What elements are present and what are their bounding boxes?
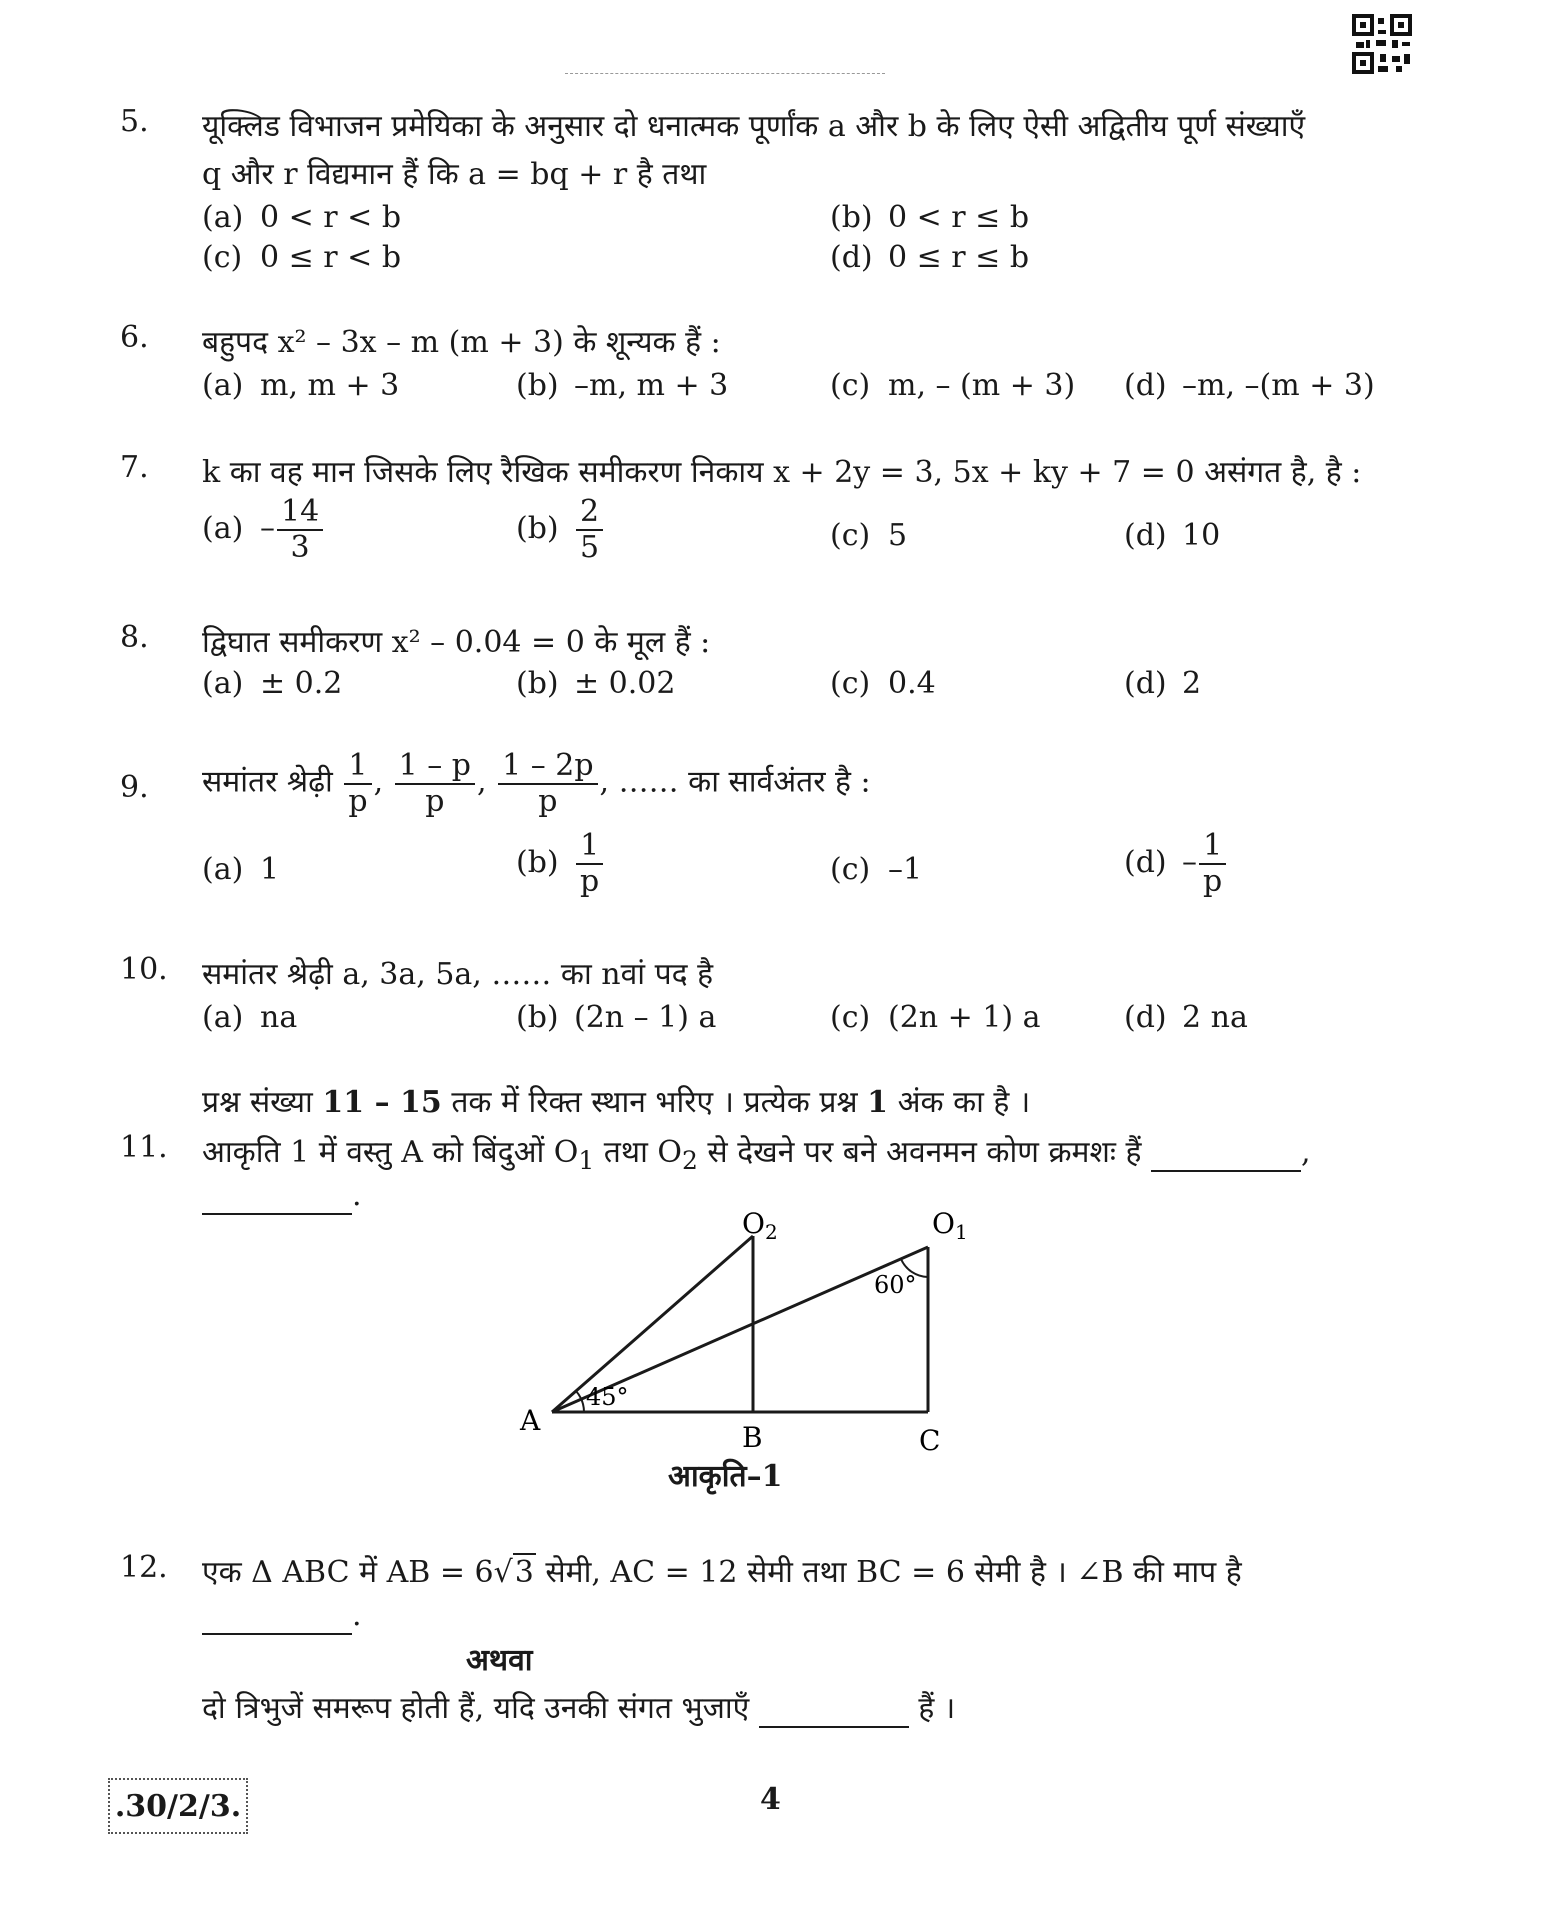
q12-blank[interactable]	[202, 1598, 352, 1635]
sqrt-symbol: √3	[493, 1555, 534, 1590]
q7-option-b: (b) $\frac{2}{5}$	[516, 496, 605, 563]
q10-option-d: (d) 2 na	[1124, 1000, 1248, 1035]
q12-alternative: दो त्रिभुजें समरूप होती हैं, यदि उनकी संगत भुजाएँ हैं ।	[202, 1691, 956, 1726]
header-dashed-line	[565, 73, 885, 74]
qr-code	[1352, 14, 1412, 74]
label-b: B	[742, 1421, 763, 1454]
q6-option-d: (d) –m, –(m + 3)	[1124, 368, 1375, 403]
q11-text: आकृति 1 में वस्तु A को बिंदुओं $O_1$ तथा $O_2$ से देखने पर बने अवनमन कोण क्रमशः हैं ,	[202, 1135, 1311, 1175]
figure-1	[510, 1205, 980, 1465]
figure-1-caption: आकृति–1	[668, 1459, 783, 1494]
q12-line2: .	[202, 1598, 362, 1635]
q8-number: 8.	[120, 620, 149, 655]
q5-number: 5.	[120, 104, 149, 139]
q7-option-b-fraction: $\frac{2}{5}$	[576, 496, 603, 563]
q5-option-b: (b) 0 < r ≤ b	[830, 200, 1030, 235]
q8-text: द्विघात समीकरण x² – 0.04 = 0 के मूल हैं :	[202, 625, 711, 660]
q9-term-3: $\frac{1 - 2p}{p}$	[498, 750, 597, 817]
q7-option-c: (c) 5	[830, 518, 908, 553]
q5-option-a: (a) 0 < r < b	[202, 200, 402, 235]
q10-number: 10.	[120, 952, 168, 987]
q9-option-d: (d) – $\frac{1}{p}$	[1124, 830, 1228, 897]
or-label: अथवा	[466, 1643, 533, 1678]
q11-line2: .	[202, 1178, 362, 1215]
label-angle-a: 45°	[586, 1383, 629, 1411]
q7-option-a: (a) – $\frac{14}{3}$	[202, 496, 325, 563]
q5-text-line2: q और r विद्यमान हैं कि a = bq + r है तथा	[202, 157, 707, 192]
q10-option-a: (a) na	[202, 1000, 298, 1035]
q5-text-line1: यूक्लिड विभाजन प्रमेयिका के अनुसार दो धनात्मक पूर्णांक a और b के लिए ऐसी अद्वितीय पूर्ण संख्याएँ	[202, 109, 1306, 144]
q6-option-c: (c) m, – (m + 3)	[830, 368, 1076, 403]
q5-option-c: (c) 0 ≤ r < b	[202, 240, 402, 275]
q6-number: 6.	[120, 320, 149, 355]
q9-option-b: (b) $\frac{1}{p}$	[516, 830, 605, 897]
q6-option-a: (a) m, m + 3	[202, 368, 400, 403]
q8-option-c: (c) 0.4	[830, 666, 936, 701]
q11-blank-2[interactable]	[202, 1178, 352, 1215]
q9-term-1: $\frac{1}{p}$	[344, 750, 371, 817]
q7-number: 7.	[120, 450, 149, 485]
q9-number: 9.	[120, 770, 149, 805]
q6-option-b: (b) –m, m + 3	[516, 368, 729, 403]
q10-option-c: (c) (2n + 1) a	[830, 1000, 1041, 1035]
q9-text: समांतर श्रेढ़ी $\frac{1}{p}$ , $\frac{1 - p}{p}$ , $\frac{1 - 2p}{p}$ , …… का सार्वअंतर है :	[202, 748, 871, 819]
q9-option-a: (a) 1	[202, 852, 280, 887]
line-ao2	[552, 1236, 753, 1412]
label-angle-o1: 60°	[874, 1271, 917, 1299]
q12-number: 12.	[120, 1550, 168, 1585]
q10-text: समांतर श्रेढ़ी a, 3a, 5a, …… का nवां पद है	[202, 957, 714, 992]
q9-option-d-fraction: $\frac{1}{p}$	[1199, 830, 1226, 897]
q8-option-d: (d) 2	[1124, 666, 1202, 701]
q12-text: एक Δ ABC में AB = 6√3 सेमी, AC = 12 सेमी तथा BC = 6 सेमी है । ∠B की माप है	[202, 1555, 1242, 1590]
section-instruction: प्रश्न संख्या 11 – 15 तक में रिक्त स्थान भरिए । प्रत्येक प्रश्न 1 अंक का है ।	[202, 1085, 1031, 1120]
q11-number: 11.	[120, 1130, 168, 1165]
q7-option-d: (d) 10	[1124, 518, 1221, 553]
q7-option-a-fraction: $\frac{14}{3}$	[277, 496, 323, 563]
q10-option-b: (b) (2n – 1) a	[516, 1000, 717, 1035]
q5-option-d: (d) 0 ≤ r ≤ b	[830, 240, 1030, 275]
label-a: A	[520, 1404, 541, 1437]
q7-text: k का वह मान जिसके लिए रैखिक समीकरण निकाय x + 2y = 3, 5x + ky + 7 = 0 असंगत है, है :	[202, 455, 1362, 490]
q11-blank-1[interactable]	[1151, 1135, 1301, 1172]
q9-term-2: $\frac{1 - p}{p}$	[395, 750, 475, 817]
paper-code: .30/2/3.	[108, 1778, 248, 1834]
q9-option-b-fraction: $\frac{1}{p}$	[576, 830, 603, 897]
page-number: 4	[760, 1782, 781, 1817]
q8-option-b: (b) ± 0.02	[516, 666, 676, 701]
label-o1: $O_1$	[932, 1207, 968, 1244]
label-c: C	[919, 1424, 941, 1457]
q9-option-c: (c) –1	[830, 852, 923, 887]
q12-alt-blank[interactable]	[759, 1691, 909, 1728]
q6-text: बहुपद x² – 3x – m (m + 3) के शून्यक हैं :	[202, 325, 721, 360]
q8-option-a: (a) ± 0.2	[202, 666, 343, 701]
label-o2: $O_2$	[742, 1207, 778, 1244]
